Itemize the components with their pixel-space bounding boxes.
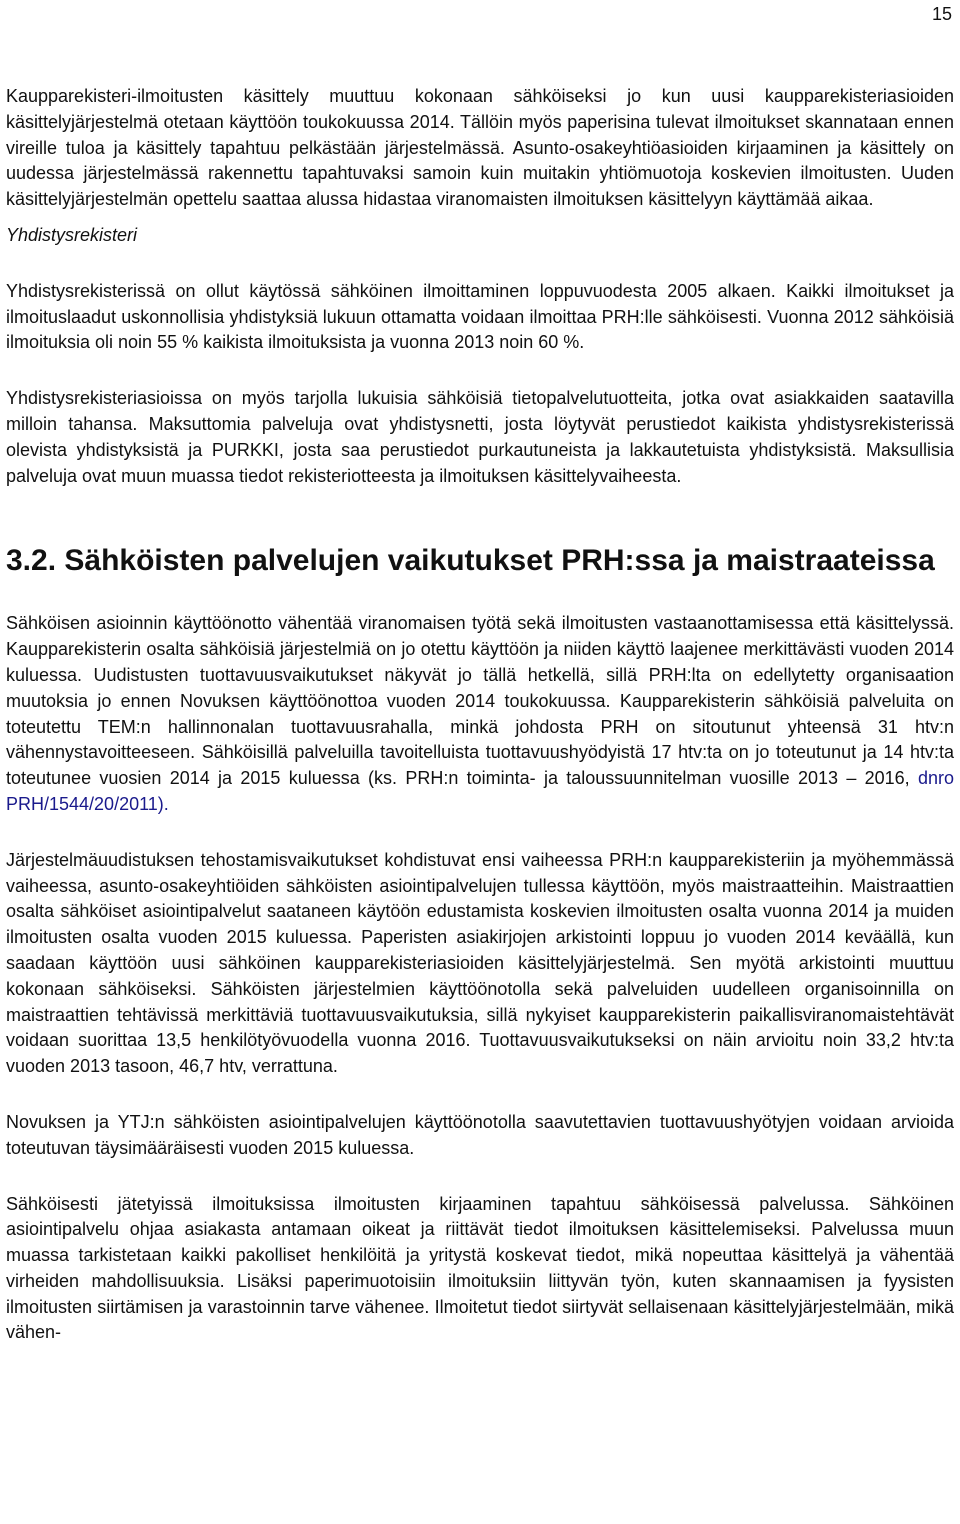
paragraph-kaupparekisteri: Kaupparekisteri-ilmoitusten käsittely muuttuu kokonaan sähköiseksi jo kun uusi kaupparekisteriasioiden käsittelyjärjestelmä otetaan käyttöön toukokuussa 2014. Tällöin myös paperisina tulevat ilmoitukset skannataan ennen vireille tuloa ja käsittely tapahtuu pelkästään järjestelmässä. Asunto-osakeyhtiöasioiden kirjaaminen ja käsittely on uudessa järjestelmässä rakennettu tapahtuvaksi samoin kuin muitakin yhtiömuotoja koskevien ilmoitusten. Uuden käsittelyjärjestelmän opettelu saattaa alussa hidastaa viranomaisten ilmoituksen käsittelyyn käyttämää aikaa. [6,86,954,210]
paragraph-vaikutukset [6,611,954,817]
document-body [6,84,954,1346]
paragraph-yhdistysrekisteri-sahkoinen: Yhdistysrekisterissä on ollut käytössä sähköinen ilmoittaminen loppuvuodesta 2005 alkaen. Kaikki ilmoitukset ja ilmoituslaadut uskonnollisia yhdistyksiä lukuun ottamatta voidaan ilmoittaa PRH:lle sähköisesti. Vuonna 2012 sähköisiä ilmoituksia oli noin 55 % kaikista ilmoituksista ja vuonna 2013 noin 60 %. [6,280,954,353]
paragraph-vaikutukset-text: Sähköisen asioinnin käyttöönotto vähentää viranomaisen työtä sekä ilmoitusten vastaanottamisessa että käsittelyssä. Kaupparekisterin osalta sähköisiä järjestelmiä on jo otettu käyttöön ja niiden käyttö laajenee merkittävästi vuoden 2014 kuluessa. Uudistusten tuottavuusvaikutukset näkyvät jo tällä hetkellä, sillä PRH:lta on edellytetty organisaation muutoksia jo ennen Novuksen käyttöönottoa vuoden 2014 toukokuussa. Kaupparekisterin sähköisiä palveluita on toteutettu TEM:n hallinnonalan tuottavuusrahalla, minkä johdosta PRH on sitoutunut yhteensä 31 htv:n vähennystavoitteeseen. Sähköisillä palveluilla tavoitelluista tuottavuushyödyistä 17 htv:ta on jo toteutunut ja 14 htv:ta toteutunee vuosien 2014 ja 2015 kuluessa (ks. PRH:n toiminta- ja taloussuunnitelman vuosille 2013 – 2016, [6,613,954,789]
section-heading: 3.2. Sähköisten palvelujen vaikutukset PRH:ssa ja maistraateissa [6,544,935,578]
paragraph-sahkoisesti-jatetyt: Sähköisesti jätetyissä ilmoituksissa ilmoitusten kirjaaminen tapahtuu sähköisessä palvelussa. Sähköinen asiointipalvelu ohjaa asiakasta antamaan oikeat ja riittävät tiedot ilmoituksen käsittelemiseksi. Palvelussa muun muassa tarkistetaan kaikki pakolliset henkilöitä ja yritystä koskevat tiedot, mikä nopeuttaa käsittelyä ja vähentää virheiden mahdollisuuksia. Lisäksi paperimuotoisiin ilmoituksiin liittyvän työn, kuten skannaamisen ja fyysisten ilmoitusten siirtämisen ja varastoinnin tarve vähenee. Ilmoitetut tiedot siirtyvät sellaisenaan käsittelyjärjestelmään, mikä vähen- [6,1193,954,1343]
reference-dnro: dnro PRH/1544/20/2011). [6,768,954,814]
subheading-yhdistysrekisteri: Yhdistysrekisteri [6,224,138,245]
paragraph-tehostamisvaikutukset: Järjestelmäuudistuksen tehostamisvaikutukset kohdistuvat ensi vaiheessa PRH:n kaupparekisteriin ja myöhemmässä vaiheessa, asunto-osakeyhtiöiden sähköisten asiointipalvelujen tullessa käyttöön, myös maistraatteihin. Maistraattien osalta sähköiset asiointipalvelut saataneen käytöön edustamista koskevien ilmoitusten osalta vuonna 2014 ja muiden ilmoitusten osalta vuoden 2015 kuluessa. Paperisten asiakirjojen arkistointi loppuu jo vuoden 2014 keväällä, kun saadaan käyttöön uusi sähköinen kaupparekisteriasioiden käsittelyjärjestelmä. Sen myötä arkistointi muuttuu kokonaan sähköiseksi. Sähköisten järjestelmien käyttöönotolla sekä palveluiden uudelleen organisoinnilla on maistraattien tehtävissä merkittäviä tuottavuusvaikutuksia, sillä nykyiset kaupparekisterin paikallisviranomaistehtävät voidaan suorittaa 13,5 henkilötyövuodella vuonna 2016. Tuottavuusvaikutukseksi on näin arvioitu noin 33,2 htv:ta vuoden 2013 tasoon, 46,7 htv, verrattuna. [6,849,954,1077]
paragraph-novus-ytj: Novuksen ja YTJ:n sähköisten asiointipalvelujen käyttöönotolla saavutettavien tuottavuushyötyjen voidaan arvioida toteutuvan täysimääräisesti vuoden 2015 kuluessa. [6,1111,954,1158]
paragraph-tietopalvelutuotteet: Yhdistysrekisteriasioissa on myös tarjolla lukuisia sähköisiä tietopalvelutuotteita, jotka ovat asiakkaiden saatavilla milloin tahansa. Maksuttomia palveluja ovat yhdistysnetti, josta löytyvät perustiedot kaikista yhdistysrekisterissä olevista yhdistyksistä ja PURKKI, josta saa perustiedot purkautuneista ja lakkautetuista yhdistyksistä. Maksullisia palveluja ovat muun muassa tiedot rekisteriotteesta ja ilmoituksen käsittelyvaiheesta. [6,388,954,486]
page-number: 15 [931,4,952,24]
